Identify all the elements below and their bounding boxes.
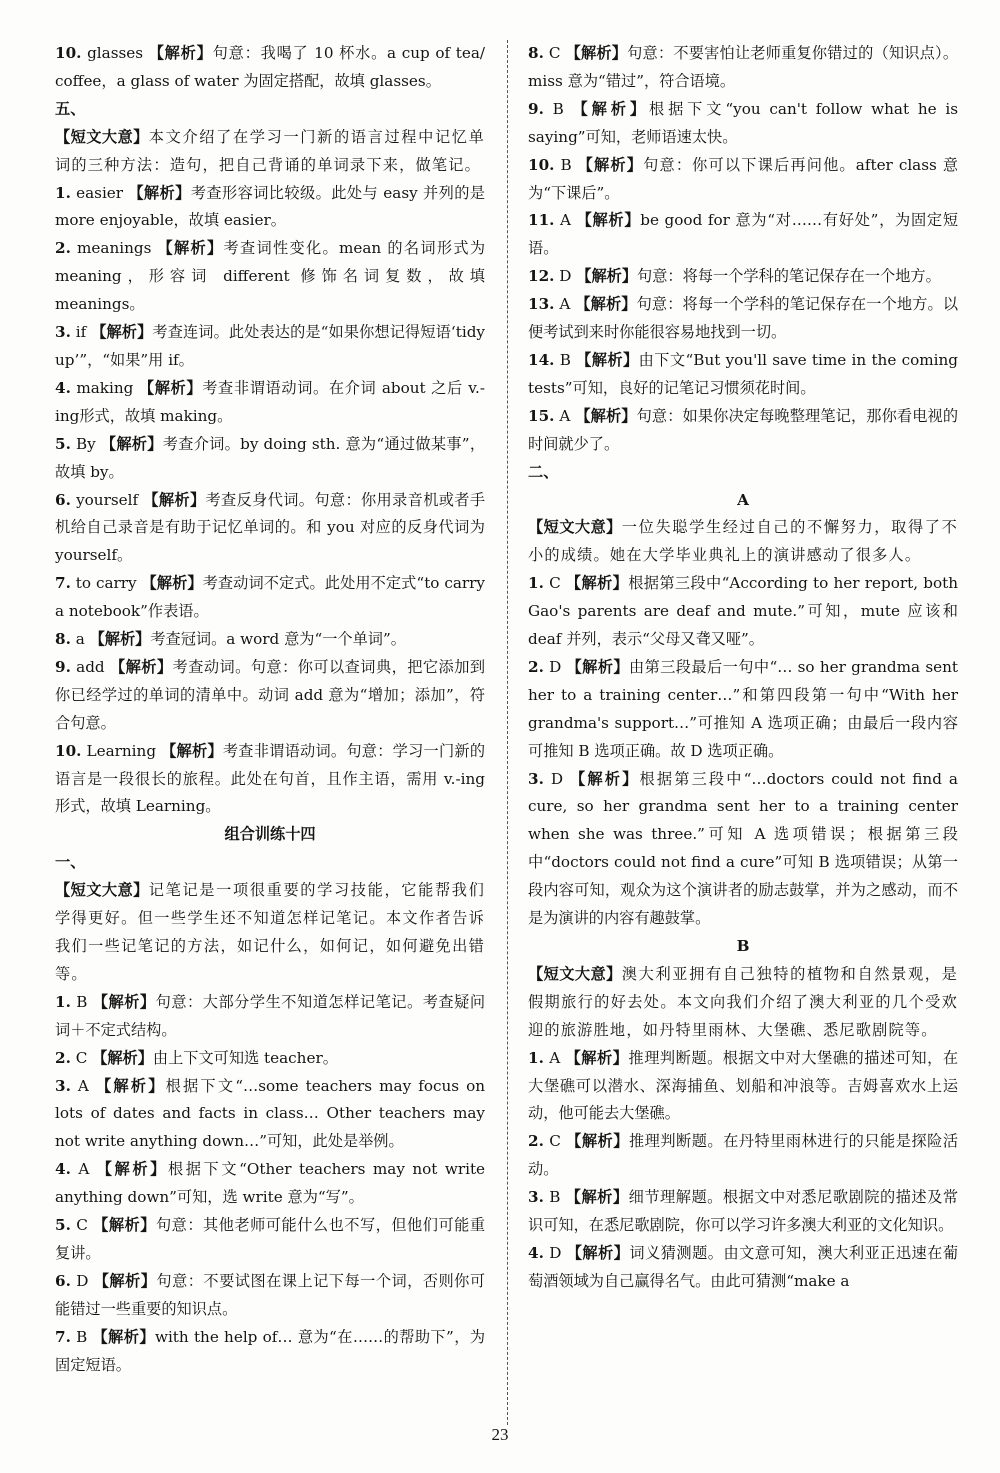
- answer-item: [55, 1156, 485, 1212]
- item-answer: Learning: [86, 741, 157, 760]
- answer-item: [55, 1212, 485, 1268]
- item-answer: if: [75, 323, 87, 342]
- item-answer: C: [549, 574, 561, 593]
- analysis-text: 考查动词。句意：你可以查词典，把它添加到你已经学过的单词的清单中。动词 add 意为“增加；添加”，符合句意。: [55, 657, 486, 732]
- analysis-text: 推理判断题。在丹特里雨林进行的只能是探险活动。: [528, 1132, 959, 1179]
- analysis-tag: 【解析】: [570, 769, 640, 788]
- answer-item: [55, 180, 485, 236]
- answer-item: [55, 570, 485, 626]
- item-answer: A: [549, 1048, 561, 1067]
- analysis-tag: 【解析】: [95, 1076, 166, 1095]
- analysis-tag: 【解析】: [148, 44, 213, 62]
- summary-text: 记笔记是一项很重要的学习技能，它能帮我们学得更好。但一些学生还不知道怎样记笔记。本文作者告诉我们一些记笔记的方法，如记什么，如何记，如何避免出错等。: [55, 881, 486, 983]
- analysis-tag: 【解析】: [161, 741, 223, 760]
- passage-summary: [55, 124, 485, 180]
- analysis-tag: 【解析】: [93, 1216, 156, 1235]
- analysis-text: 根据下文“you can't follow what he is saying”可知，老师语速太快。: [528, 99, 959, 146]
- item-number: 3.: [55, 1076, 71, 1095]
- section-heading: 五、: [55, 99, 86, 118]
- item-number: 10.: [55, 44, 82, 62]
- answer-item: [55, 654, 485, 738]
- analysis-tag: 【解析】: [565, 44, 628, 62]
- answer-item: [55, 1268, 485, 1324]
- analysis-tag: 【解析】: [565, 1048, 629, 1067]
- analysis-text: 句意：我喝了 10 杯水。a cup of tea/ coffee，a glass of water 为固定搭配，故填 glasses。: [55, 44, 486, 90]
- analysis-text: be good for 意为“对……有好处”，为固定短语。: [528, 211, 959, 258]
- item-answer: B: [76, 992, 88, 1011]
- answer-item: [55, 989, 485, 1045]
- item-answer: A: [77, 1076, 89, 1095]
- item-number: 1.: [528, 1048, 544, 1067]
- analysis-text: 根据第三段中“…doctors could not find a cure, so her grandma sent her to a training center when she was three.”可知 A 选项错误；根据第三段中“doctors could not find a cure”可知 B 选项错误；从第一段内容可知，观众为这个演讲者的励志鼓掌，并为之感动，而不是为演讲的内容有趣鼓掌。: [528, 769, 958, 928]
- item-number: 5.: [55, 434, 71, 453]
- item-answer: yourself: [76, 490, 139, 509]
- summary-tag: 【短文大意】: [55, 881, 149, 900]
- analysis-tag: 【解析】: [141, 574, 203, 593]
- analysis-tag: 【解析】: [577, 155, 644, 174]
- section-title: 组合训练十四: [224, 825, 316, 844]
- item-answer: B: [559, 350, 571, 369]
- section-heading: 一、: [55, 853, 86, 872]
- analysis-text: 考查冠词。a word 意为“一个单词”。: [150, 630, 406, 649]
- item-answer: A: [559, 406, 571, 425]
- analysis-text: 根据下文“Other teachers may not write anything down”可知，选 write 意为“写”。: [55, 1160, 486, 1207]
- item-number: 6.: [55, 490, 71, 509]
- analysis-tag: 【解析】: [157, 239, 224, 258]
- analysis-text: 考查形容词比较级。此处与 easy 并列的是 more enjoyable，故填 easier。: [55, 183, 485, 230]
- item-answer: A: [78, 1160, 90, 1179]
- item-answer: By: [75, 434, 96, 453]
- answer-item: [528, 40, 958, 96]
- item-number: 2.: [55, 1048, 71, 1067]
- item-answer: D: [549, 1243, 562, 1262]
- analysis-tag: 【解析】: [576, 211, 641, 230]
- item-answer: D: [559, 267, 572, 286]
- analysis-tag: 【解析】: [572, 99, 649, 118]
- analysis-tag: 【解析】: [96, 1160, 168, 1179]
- analysis-tag: 【解析】: [92, 1327, 155, 1346]
- answer-item: [528, 152, 958, 208]
- item-answer: C: [549, 1132, 561, 1151]
- item-answer: B: [552, 99, 564, 118]
- item-number: 15.: [528, 406, 555, 425]
- analysis-text: 细节理解题。根据文中对悉尼歌剧院的描述及常识可知，在悉尼歌剧院，你可以学习许多澳大利亚的文化知识。: [528, 1188, 959, 1235]
- analysis-text: 词义猜测题。由文意可知，澳大利亚正迅速在葡萄酒领域为自己赢得名气。由此可猜测“make a: [528, 1243, 959, 1290]
- analysis-text: 考查非谓语动词。句意：学习一门新的语言是一段很长的旅程。此处在句首，且作主语，需用 v.-ing 形式，故填 Learning。: [55, 741, 486, 816]
- item-number: 11.: [528, 211, 555, 230]
- item-number: 9.: [528, 99, 544, 118]
- answer-item: [55, 431, 485, 487]
- passage-summary: [528, 961, 958, 1045]
- item-number: 1.: [55, 992, 71, 1011]
- analysis-text: 句意：大部分学生不知道怎样记笔记。考查疑问词＋不定式结构。: [55, 992, 486, 1039]
- item-answer: D: [76, 1271, 89, 1290]
- analysis-tag: 【解析】: [128, 183, 191, 202]
- answer-item: [528, 347, 958, 403]
- section-title: B: [736, 937, 750, 955]
- item-answer: to carry: [75, 574, 137, 593]
- item-answer: B: [76, 1327, 88, 1346]
- item-answer: easier: [76, 183, 124, 202]
- item-answer: meanings: [77, 239, 152, 258]
- analysis-text: 考查介词。by doing sth. 意为“通过做某事”，故填 by。: [55, 434, 486, 481]
- answer-item: [55, 319, 485, 375]
- analysis-tag: 【解析】: [89, 630, 151, 649]
- analysis-text: 考查连词。此处表达的是“如果你想记得短语‘tidy up’”，“如果”用 if。: [55, 323, 485, 369]
- answer-item: [528, 1184, 958, 1240]
- item-answer: B: [560, 155, 572, 174]
- item-answer: C: [548, 44, 561, 62]
- analysis-tag: 【解析】: [576, 267, 638, 286]
- item-number: 7.: [55, 574, 71, 593]
- answer-item: [55, 235, 485, 319]
- analysis-tag: 【解析】: [566, 657, 629, 676]
- analysis-text: 句意：如果你决定每晚整理笔记，那你看电视的时间就少了。: [528, 406, 958, 453]
- answer-item: [528, 1045, 958, 1129]
- answer-item: [55, 487, 485, 571]
- item-number: 3.: [55, 323, 71, 342]
- analysis-text: 句意：其他老师可能什么也不写，但他们可能重复讲。: [55, 1216, 486, 1262]
- analysis-tag: 【解析】: [109, 657, 173, 676]
- item-number: 4.: [528, 1243, 544, 1262]
- answer-item: [55, 1045, 485, 1073]
- item-answer: glasses: [87, 44, 144, 62]
- item-answer: making: [76, 378, 134, 397]
- item-number: 10.: [55, 741, 82, 760]
- analysis-text: 句意：将每一个学科的笔记保存在一个地方。: [637, 267, 941, 286]
- item-answer: A: [559, 295, 571, 314]
- analysis-text: 句意：不要试图在课上记下每一个词，否则你可能错过一些重要的知识点。: [55, 1271, 486, 1318]
- item-number: 1.: [55, 183, 71, 202]
- analysis-tag: 【解析】: [566, 1243, 630, 1262]
- analysis-tag: 【解析】: [91, 323, 153, 342]
- analysis-tag: 【解析】: [93, 1271, 157, 1290]
- item-number: 2.: [528, 657, 544, 676]
- analysis-tag: 【解析】: [575, 406, 637, 425]
- answer-item: [528, 207, 958, 263]
- analysis-tag: 【解析】: [565, 1188, 629, 1207]
- answer-item: [528, 403, 958, 459]
- item-answer: add: [76, 657, 105, 676]
- item-number: 14.: [528, 350, 555, 369]
- item-number: 3.: [528, 1188, 544, 1207]
- item-number: 9.: [55, 657, 71, 676]
- page-number: 23: [491, 1425, 509, 1444]
- section-heading: 二、: [528, 462, 559, 481]
- answer-item: [55, 375, 485, 431]
- item-number: 1.: [528, 574, 544, 593]
- answer-item: [528, 263, 958, 291]
- analysis-tag: 【解析】: [576, 350, 639, 369]
- item-number: 2.: [528, 1132, 544, 1151]
- answer-item: [528, 654, 958, 766]
- item-answer: C: [75, 1048, 88, 1067]
- analysis-text: 推理判断题。根据文中对大堡礁的描述可知，在大堡礁可以潜水、深海捕鱼、划船和冲浪等。吉姆喜欢水上运动，他可能去大堡礁。: [528, 1048, 959, 1123]
- item-number: 7.: [55, 1327, 71, 1346]
- item-answer: D: [549, 657, 562, 676]
- left-column: [55, 40, 485, 1380]
- item-number: 8.: [55, 630, 71, 649]
- item-answer: B: [549, 1188, 561, 1207]
- analysis-text: 根据下文“…some teachers may focus on lots of dates and facts in class… Other teachers may not write anything down…”可知，此处是举例。: [55, 1076, 486, 1151]
- item-number: 5.: [55, 1216, 71, 1235]
- item-number: 8.: [528, 44, 544, 62]
- passage-summary: [55, 877, 485, 989]
- answer-item: [528, 570, 958, 654]
- item-answer: a: [75, 630, 85, 649]
- analysis-text: 考查动词不定式。此处用不定式“to carry a notebook”作表语。: [55, 574, 486, 621]
- summary-text: 澳大利亚拥有自己独特的植物和自然景观，是假期旅行的好去处。本文向我们介绍了澳大利亚的几个受欢迎的旅游胜地，如丹特里雨林、大堡礁、悉尼歌剧院等。: [528, 964, 959, 1039]
- item-number: 3.: [528, 769, 544, 788]
- answer-item: [528, 1128, 958, 1184]
- summary-tag: 【短文大意】: [55, 127, 149, 146]
- item-number: 13.: [528, 295, 555, 314]
- analysis-tag: 【解析】: [138, 378, 203, 397]
- answer-item: [528, 766, 958, 933]
- analysis-text: 由第三段最后一句中“… so her grandma sent her to a training center…”和第四段第一句中“With her grandma's support…”可推知 A 选项正确；由最后一段内容可推知 B 选项正确。故 D 选项正确。: [528, 657, 959, 760]
- analysis-text: 考查词性变化。mean 的名词形式为 meaning，形容词 different 修饰名词复数，故填 meanings。: [55, 239, 486, 314]
- summary-text: 一位失聪学生经过自己的不懈努力，取得了不小的成绩。她在大学毕业典礼上的演讲感动了很多人。: [528, 518, 959, 565]
- analysis-text: 句意：将每一个学科的笔记保存在一个地方。以便考试到来时你能很容易地找到一切。: [528, 295, 958, 342]
- item-answer: A: [560, 211, 571, 230]
- answer-item: [55, 738, 485, 822]
- analysis-tag: 【解析】: [565, 574, 629, 593]
- analysis-tag: 【解析】: [92, 992, 156, 1011]
- analysis-text: 句意：你可以下课后再问他。after class 意为“下课后”。: [528, 155, 959, 202]
- answer-item: [55, 626, 485, 654]
- analysis-text: 考查反身代词。句意：你用录音机或者手机给自己录音是有助于记忆单词的。和 you 对应的反身代词为 yourself。: [55, 490, 486, 565]
- item-number: 4.: [55, 378, 71, 397]
- analysis-tag: 【解析】: [143, 490, 206, 509]
- summary-tag: 【短文大意】: [528, 964, 622, 983]
- analysis-text: 考查非谓语动词。在介词 about 之后 v.-ing形式，故填 making。: [55, 378, 486, 425]
- analysis-tag: 【解析】: [92, 1048, 153, 1067]
- analysis-text: 句意：不要害怕让老师重复你错过的（知识点）。miss 意为“错过”，符合语境。: [528, 44, 959, 90]
- item-number: 4.: [55, 1160, 71, 1179]
- analysis-text: 由上下文可知选 teacher。: [152, 1048, 338, 1067]
- item-number: 6.: [55, 1271, 71, 1290]
- analysis-text: with the help of… 意为“在……的帮助下”，为固定短语。: [55, 1327, 486, 1374]
- item-number: 10.: [528, 155, 555, 174]
- answer-item: [55, 1073, 485, 1157]
- item-number: 12.: [528, 267, 555, 286]
- analysis-text: 根据第三段中“According to her report, both Gao's parents are deaf and mute.”可知，mute 应该和 deaf 并列，表示“父母又聋又哑”。: [528, 574, 959, 649]
- analysis-text: 由下文“But you'll save time in the coming tests”可知，良好的记笔记习惯须花时间。: [528, 350, 958, 397]
- item-number: 2.: [55, 239, 71, 258]
- section-title: A: [737, 490, 749, 509]
- passage-summary: [528, 514, 958, 570]
- analysis-tag: 【解析】: [575, 295, 637, 314]
- analysis-tag: 【解析】: [100, 434, 163, 453]
- item-answer: D: [550, 769, 564, 788]
- summary-tag: 【短文大意】: [528, 518, 622, 537]
- answer-item: [55, 40, 485, 96]
- answer-item: [55, 1324, 485, 1380]
- answer-item: [528, 291, 958, 347]
- item-answer: C: [76, 1216, 88, 1235]
- summary-text: 本文介绍了在学习一门新的语言过程中记忆单词的三种方法：造句，把自己背诵的单词录下来，做笔记。: [55, 127, 486, 174]
- right-column: [528, 40, 958, 1296]
- analysis-tag: 【解析】: [566, 1132, 629, 1151]
- column-divider: [507, 40, 508, 1425]
- answer-item: [528, 1240, 958, 1296]
- watermark-logo: [842, 1429, 992, 1469]
- answer-item: [528, 96, 958, 152]
